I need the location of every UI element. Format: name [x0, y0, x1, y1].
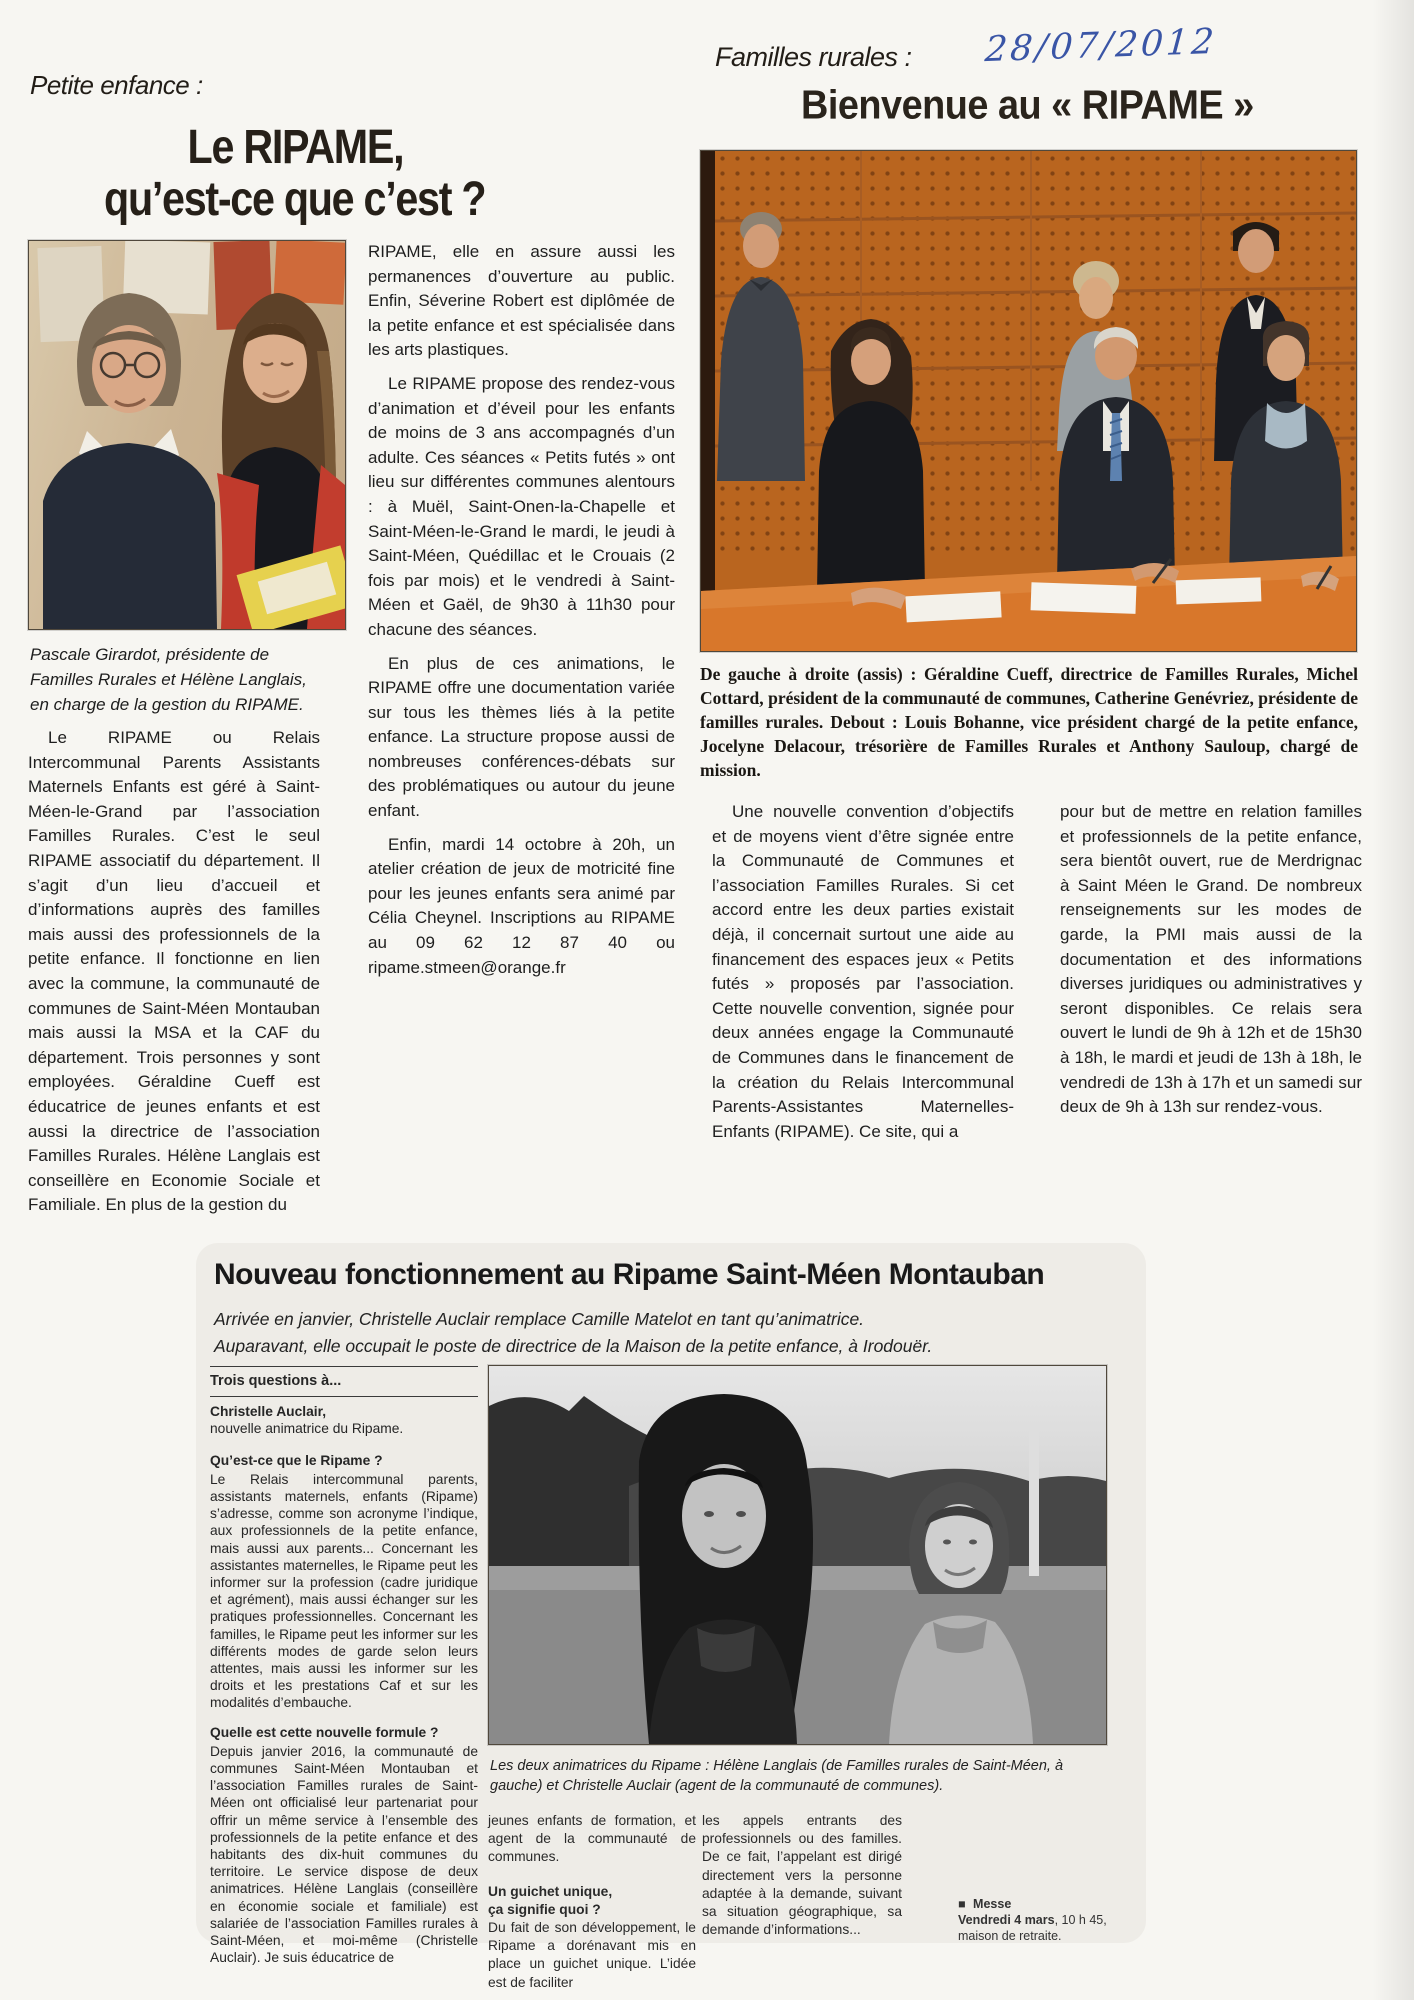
intro-line1: Arrivée en janvier, Christelle Auclair remplace Camille Matelot en tant qu’animatrice.	[214, 1309, 865, 1329]
convention-signing-photo-art	[701, 151, 1356, 651]
colA-question-line2: ça signifie quoi ?	[488, 1901, 601, 1917]
left-col1-paragraph: Le RIPAME ou Relais Intercommunal Parents Assistants Maternels Enfants est géré à Saint-Méen-le-Grand par l’association Familles Rurales. C’est le seul RIPAME associatif du département. Il s’agit d’un lieu d’accueil et d’informations auprès des familles mais aussi des professionnels de la petite enfance. Il fonctionne en lien avec la commune, la communauté de communes de Saint-Méen Montauban mais aussi la MSA et la CAF du département. Trois personnes y sont employées. Géraldine Cueff est éducatrice de jeunes enfants et est aussi la directrice de l’association Familles Rurales. Hélène Langlais est conseillère en Economie Sociale et Familiale. En plus de la gestion du	[28, 728, 320, 1215]
bottom-article-headline: Nouveau fonctionnement au Ripame Saint-Méen Montauban	[214, 1258, 1045, 1291]
helene-langlais-figure	[639, 1394, 813, 1744]
group-photo-caption	[700, 662, 1358, 782]
woman-left-figure	[43, 293, 217, 629]
agenda-notice	[958, 1896, 1128, 1944]
bottom-column-a	[488, 1812, 696, 1992]
sidebar-interviewee-name: Christelle Auclair,	[210, 1404, 327, 1420]
left-headline-line1: Le RIPAME,	[187, 121, 403, 174]
sidebar-mid-rule	[210, 1396, 478, 1397]
sidebar-interviewee-role: nouvelle animatrice du Ripame.	[210, 1421, 404, 1437]
left-article-column1	[28, 726, 320, 1227]
handwritten-date: 28/07/2012	[983, 21, 1219, 71]
left-photo-caption: Pascale Girardot, présidente de Familles Rurales et Hélène Langlais, en charge de la gestion du RIPAME.	[30, 645, 307, 714]
sidebar-answer1: Le Relais intercommunal parents, assistants maternels, enfants (Ripame) s’adresse, comme son acronyme l’indique, aux professionnels de la petite enfance, mais aussi aux parents... Concernant les assistantes maternelles, le Ripame peut les informer sur la profession (cadre juridique et agrément), mais aussi échanger sur les pratiques professionnelles. Concernant les familles, le Ripame peut les informer sur les différents modes de garde selon leurs attentes, mais aussi les informer sur les droits et les prestations Caf et sur les modalités d’embauche.	[210, 1471, 478, 1711]
sidebar-rubric: Trois questions à...	[210, 1373, 342, 1389]
sidebar-top-rule	[210, 1366, 478, 1367]
right-article-headline	[700, 84, 1355, 128]
notice-date: Vendredi 4 mars	[958, 1913, 1055, 1927]
intro-line2: Auparavant, elle occupait le poste de directrice de la Maison de la petite enfance, à Irodouër.	[214, 1336, 933, 1356]
colB-paragraph: les appels entrants des professionnels ou des familles. De ce fait, l’appelant est dirigé directement vers la personne adaptée à la demande, suivant sa situation géographique, sa demande d’informations...	[702, 1813, 902, 1938]
left-article-headline	[55, 122, 535, 226]
pascale-helene-photo	[28, 240, 346, 630]
bottom-article-intro	[214, 1306, 1134, 1360]
colA-paragraph1: jeunes enfants de formation, et agent de la communauté de communes.	[488, 1813, 696, 1865]
animatrices-photo-art	[489, 1366, 1106, 1744]
left-col2-paragraph4: Enfin, mardi 14 octobre à 20h, un atelier création de jeux de motricité fine pour les jeunes enfants sera animé par Célia Cheynel. Inscriptions au RIPAME au 09 62 12 87 40 ou ripame.stmeen@orange.fr	[368, 834, 675, 977]
right-article-column1	[712, 800, 1014, 1153]
pascale-helene-photo-art	[29, 241, 345, 629]
sidebar-question2: Quelle est cette nouvelle formule ?	[210, 1724, 439, 1740]
colA-question-line1: Un guichet unique,	[488, 1883, 613, 1899]
group-photo-caption-text: De gauche à droite (assis) : Géraldine Cueff, directrice de Familles Rurales, Michel Cottard, président de la communauté de communes, Catherine Genévriez, présidente de familles rurales. Debout : Louis Bohanne, vice président chargé de la petite enfance, Jocelyne Delacour, trésorière de Familles Rurales et Anthony Sauloup, chargé de mission.	[700, 664, 1358, 780]
left-col2-paragraph3: En plus de ces animations, le RIPAME offre une documentation variée sur tous les thèmes liés à la petite enfance. La structure propose aussi de nombreuses conférences-débats sur des problématiques ou autour du jeune enfant.	[368, 653, 675, 821]
right-article-kicker: Familles rurales :	[715, 42, 912, 72]
colA-answer: Du fait de son développement, le Ripame a dorénavant mis en place un guichet unique. L’idée est de faciliter	[488, 1920, 696, 1990]
right-article-column2	[1060, 800, 1362, 1129]
bullet-square-icon: ■	[958, 1897, 966, 1911]
three-questions-sidebar	[210, 1366, 478, 1967]
scan-shadow	[1372, 0, 1414, 2000]
animatrices-photo	[488, 1365, 1107, 1745]
convention-signing-photo	[700, 150, 1357, 652]
left-col2-paragraph1: RIPAME, elle en assure aussi les permanences d’ouverture au public. Enfin, Séverine Robert est diplômée de la petite enfance et est spécialisée dans les arts plastiques.	[368, 242, 675, 360]
sidebar-question1: Qu’est-ce que le Ripame ?	[210, 1452, 383, 1468]
right-col1-paragraph: Une nouvelle convention d’objectifs et de moyens vient d’être signée entre la Communauté de Communes et l’association Familles Rurales. Si cet accord entre les deux parties existait déjà, il concernait surtout une aide au financement des espaces jeux « Petits futés » proposés par l’association. Cette nouvelle convention, signée pour deux années engage la Communauté de Communes dans le financement de la création du Relais Intercommunal Parents-Assistantes Maternelles-Enfants (RIPAME). Ce site, qui a	[712, 802, 1014, 1141]
left-col2-paragraph2: Le RIPAME propose des rendez-vous d’animation et d’éveil pour les enfants de moins de 3 ans accompagnés d’un adulte. Ces séances « Petits futés » ont lieu sur différentes communes alentours : à Muël, Saint-Onen-la-Chapelle et Saint-Méen-le-Grand le mardi, le jeudi à Saint-Méen, Quédillac et le Crouais (2 fois par mois) et le vendredi à Saint-Méen et Gaël, de 9h30 à 11h30 pour chacune des séances.	[368, 373, 675, 639]
bottom-photo-caption: Les deux animatrices du Ripame : Hélène Langlais (de Familles rurales de Saint-Méen, à gauche) et Christelle Auclair (agent de la communauté de communes).	[490, 1758, 1064, 1794]
sidebar-answer2: Depuis janvier 2016, la communauté de communes Saint-Méen Montauban et l’association Familles rurales de Saint-Méen ont officialisé leur partenariat pour offrir un même service à l’ensemble des professionnels de la petite enfance et des habitants des dix-huit communes du territoire. Le service dispose de deux animatrices. Hélène Langlais (conseillère en économie sociale et familiale) est salariée de l’association Familles rurales à Saint-Méen, et moi-même (Christelle Auclair). Je suis éducatrice de	[210, 1743, 478, 1966]
right-headline-text: Bienvenue au « RIPAME »	[801, 82, 1254, 129]
seated-woman-left-figure	[817, 319, 925, 591]
left-article-kicker: Petite enfance :	[30, 70, 203, 100]
right-col2-paragraph: pour but de mettre en relation familles et professionnels de la petite enfance, sera bientôt ouvert, rue de Merdrignac à Saint Méen le Grand. De nombreux renseignements sur les modes de garde, la PMI mais aussi de la documentation et des informations diverses juridiques ou administratives y seront disponibles. Ce relais sera ouvert le lundi de 9h à 12h et de 15h30 à 18h, le mardi et jeudi de 13h à 18h, le vendredi de 13h à 17h et un samedi sur deux de 9h à 13h sur rendez-vous.	[1060, 802, 1362, 1117]
left-article-column2	[368, 240, 675, 989]
notice-title: Messe	[973, 1897, 1012, 1911]
bottom-column-b	[702, 1812, 902, 1939]
left-headline-line2: qu’est-ce que c’est ?	[104, 173, 486, 226]
notice-details: , 10 h 45, maison de retraite.	[958, 1913, 1107, 1943]
standing-man-left-figure	[717, 212, 805, 481]
